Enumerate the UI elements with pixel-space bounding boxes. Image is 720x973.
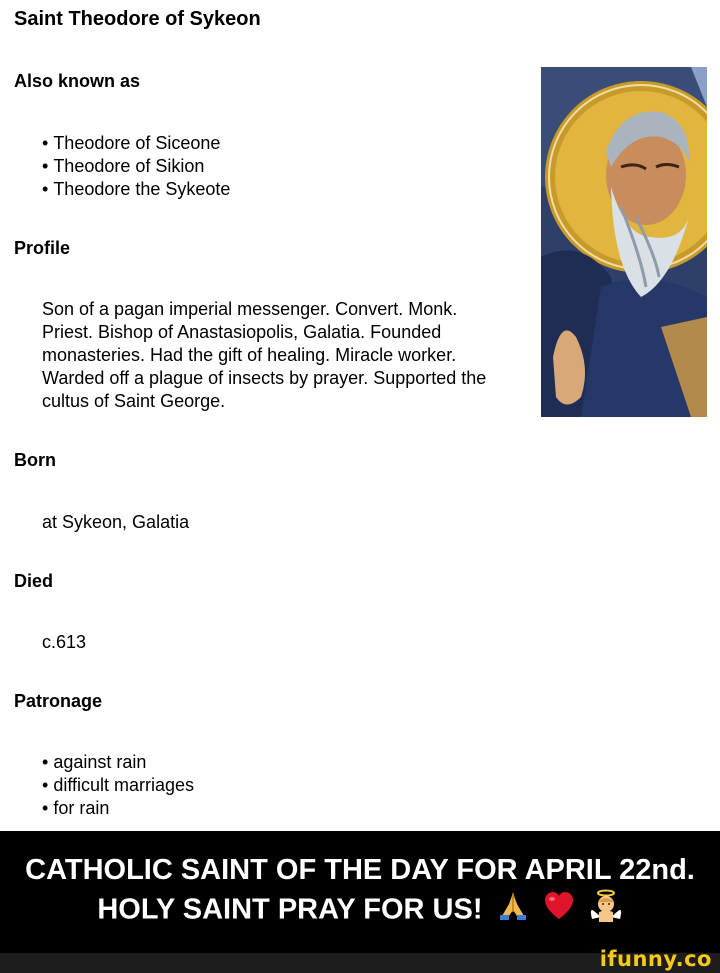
profile-line: cultus of Saint George. [42, 391, 226, 411]
ifunny-logo[interactable]: ifunny.co [599, 947, 712, 971]
profile-line: monasteries. Had the gift of healing. Miracle worker. [42, 345, 457, 365]
red-heart-icon [543, 890, 575, 932]
profile-text [42, 298, 532, 413]
list-item: • Theodore of Sikion [42, 155, 230, 178]
heading-born: Born [14, 450, 56, 470]
caption-line-2-row [0, 889, 720, 933]
page-title: Saint Theodore of Sykeon [14, 8, 261, 30]
caption-line-2: HOLY SAINT PRAY FOR US! [97, 893, 483, 926]
also-known-as-list [42, 132, 230, 201]
caption-line-1: CATHOLIC SAINT OF THE DAY FOR APRIL 22nd. [25, 854, 695, 886]
profile-line: Priest. Bishop of Anastasiopolis, Galatia. Founded [42, 322, 442, 342]
list-item: • for rain [42, 797, 194, 820]
heading-patronage: Patronage [14, 691, 103, 711]
heading-profile: Profile [14, 238, 71, 258]
heading-also-known-as: Also known as [14, 71, 141, 91]
died-text: c.613 [42, 632, 87, 652]
patronage-list [42, 751, 194, 820]
list-item: • difficult marriages [42, 774, 194, 797]
list-item: • Theodore of Siceone [42, 132, 230, 155]
list-item: • against rain [42, 751, 194, 774]
profile-line: Son of a pagan imperial messenger. Convert. Monk. [42, 299, 458, 319]
baby-angel-icon [589, 889, 623, 933]
born-text: at Sykeon, Galatia [42, 512, 190, 532]
praying-hands-icon [497, 890, 529, 932]
heading-died: Died [14, 571, 54, 591]
saint-icon-image [541, 67, 707, 417]
meme-caption [0, 831, 720, 953]
profile-line: Warded off a plague of insects by prayer. Supported the [42, 368, 487, 388]
list-item: • Theodore the Sykeote [42, 178, 230, 201]
footer-bar [0, 947, 720, 973]
